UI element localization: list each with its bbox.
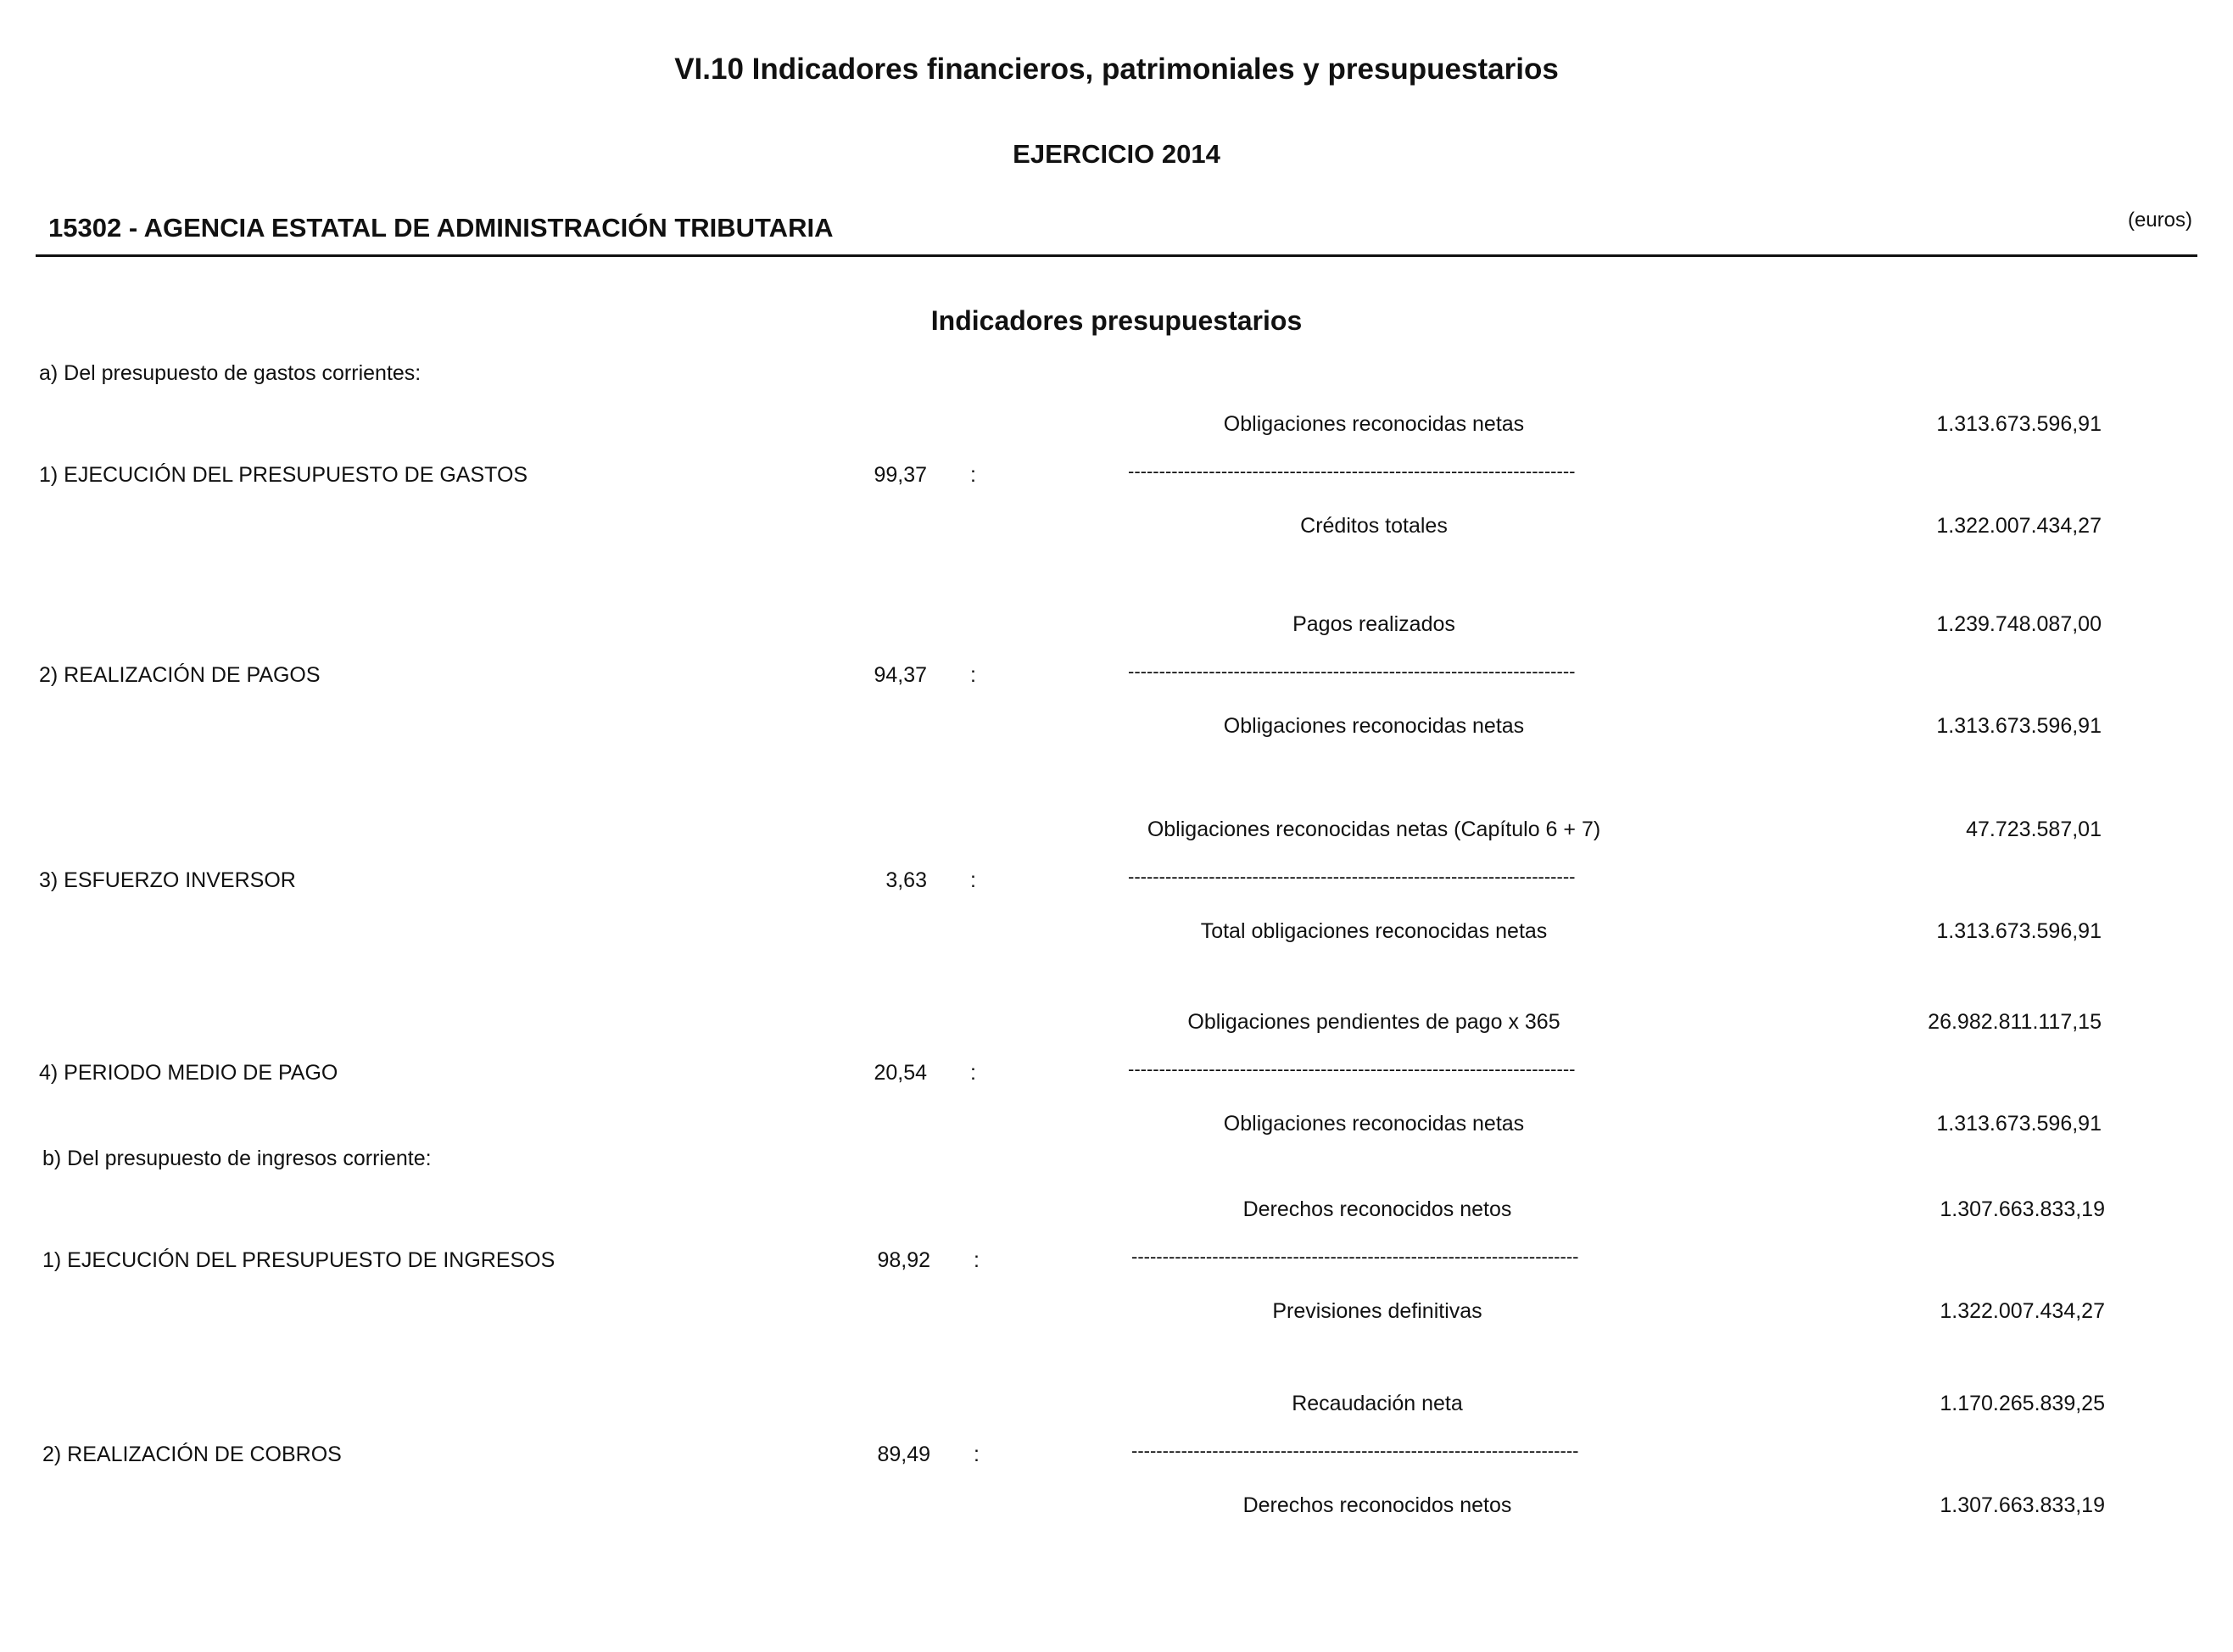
page-title: VI.10 Indicadores financieros, patrimoniales y presupuestarios bbox=[674, 53, 1559, 86]
indicator-name: 1) EJECUCIÓN DEL PRESUPUESTO DE GASTOS bbox=[39, 463, 528, 487]
denominator-label: Derechos reconocidos netos bbox=[1242, 1493, 1512, 1517]
group-label-ingresos: b) Del presupuesto de ingresos corriente: bbox=[42, 1147, 432, 1170]
fraction-line: ------------------------------------------------------------------------ bbox=[1128, 1058, 1576, 1080]
indicator-name: 4) PERIODO MEDIO DE PAGO bbox=[39, 1061, 338, 1085]
fraction-line: ------------------------------------------------------------------------ bbox=[1131, 1246, 1579, 1267]
indicator-colon: : bbox=[974, 1443, 980, 1466]
fraction-line: ------------------------------------------------------------------------ bbox=[1131, 1440, 1579, 1461]
indicator-block bbox=[0, 1392, 2233, 1544]
denominator-value: 1.313.673.596,91 bbox=[1936, 919, 2102, 943]
numerator-label: Obligaciones reconocidas netas (Capítulo 6 + 7) bbox=[1147, 818, 1601, 841]
indicator-value: 3,63 bbox=[885, 868, 927, 892]
indicator-block bbox=[0, 612, 2233, 765]
indicator-colon: : bbox=[974, 1248, 980, 1272]
indicator-block bbox=[0, 1197, 2233, 1350]
indicator-colon: : bbox=[970, 663, 976, 687]
numerator-value: 1.307.663.833,19 bbox=[1940, 1197, 2105, 1221]
section-title: Indicadores presupuestarios bbox=[930, 305, 1303, 336]
indicator-colon: : bbox=[970, 868, 976, 892]
numerator-value: 1.313.673.596,91 bbox=[1936, 412, 2102, 436]
denominator-value: 1.322.007.434,27 bbox=[1936, 514, 2102, 538]
denominator-label: Total obligaciones reconocidas netas bbox=[1200, 919, 1548, 943]
units-label: (euros) bbox=[2127, 209, 2192, 232]
numerator-label: Obligaciones reconocidas netas bbox=[1223, 412, 1525, 436]
indicator-value: 89,49 bbox=[877, 1443, 930, 1466]
numerator-value: 1.239.748.087,00 bbox=[1936, 612, 2102, 636]
denominator-label: Obligaciones reconocidas netas bbox=[1223, 1112, 1525, 1136]
group-label-gastos: a) Del presupuesto de gastos corrientes: bbox=[39, 361, 421, 385]
indicator-value: 20,54 bbox=[874, 1061, 927, 1085]
denominator-label: Previsiones definitivas bbox=[1272, 1299, 1482, 1323]
denominator-value: 1.313.673.596,91 bbox=[1936, 1112, 2102, 1136]
numerator-label: Pagos realizados bbox=[1292, 612, 1455, 636]
numerator-label: Recaudación neta bbox=[1292, 1392, 1463, 1415]
denominator-value: 1.307.663.833,19 bbox=[1940, 1493, 2105, 1517]
fraction-line: ------------------------------------------------------------------------ bbox=[1128, 866, 1576, 887]
numerator-label: Obligaciones pendientes de pago x 365 bbox=[1187, 1010, 1560, 1034]
indicator-colon: : bbox=[970, 463, 976, 487]
indicator-value: 99,37 bbox=[874, 463, 927, 487]
numerator-label: Derechos reconocidos netos bbox=[1242, 1197, 1512, 1221]
indicator-block bbox=[0, 818, 2233, 970]
denominator-label: Obligaciones reconocidas netas bbox=[1223, 714, 1525, 738]
indicator-value: 94,37 bbox=[874, 663, 927, 687]
indicator-name: 2) REALIZACIÓN DE PAGOS bbox=[39, 663, 321, 687]
indicator-name: 2) REALIZACIÓN DE COBROS bbox=[42, 1443, 342, 1466]
numerator-value: 26.982.811.117,15 bbox=[1928, 1010, 2102, 1034]
denominator-value: 1.322.007.434,27 bbox=[1940, 1299, 2105, 1323]
numerator-value: 47.723.587,01 bbox=[1966, 818, 2102, 841]
denominator-label: Créditos totales bbox=[1300, 514, 1448, 538]
fraction-line: ------------------------------------------------------------------------ bbox=[1128, 460, 1576, 482]
fraction-line: ------------------------------------------------------------------------ bbox=[1128, 661, 1576, 682]
indicator-value: 98,92 bbox=[877, 1248, 930, 1272]
indicator-name: 3) ESFUERZO INVERSOR bbox=[39, 868, 296, 892]
header-divider bbox=[36, 254, 2197, 257]
indicator-block bbox=[0, 1010, 2233, 1163]
fiscal-year: EJERCICIO 2014 bbox=[1013, 139, 1220, 169]
entity-name: 15302 - AGENCIA ESTATAL DE ADMINISTRACIÓN TRIBUTARIA bbox=[48, 213, 834, 243]
indicator-colon: : bbox=[970, 1061, 976, 1085]
numerator-value: 1.170.265.839,25 bbox=[1940, 1392, 2105, 1415]
indicator-block bbox=[0, 412, 2233, 565]
indicator-name: 1) EJECUCIÓN DEL PRESUPUESTO DE INGRESOS bbox=[42, 1248, 555, 1272]
denominator-value: 1.313.673.596,91 bbox=[1936, 714, 2102, 738]
